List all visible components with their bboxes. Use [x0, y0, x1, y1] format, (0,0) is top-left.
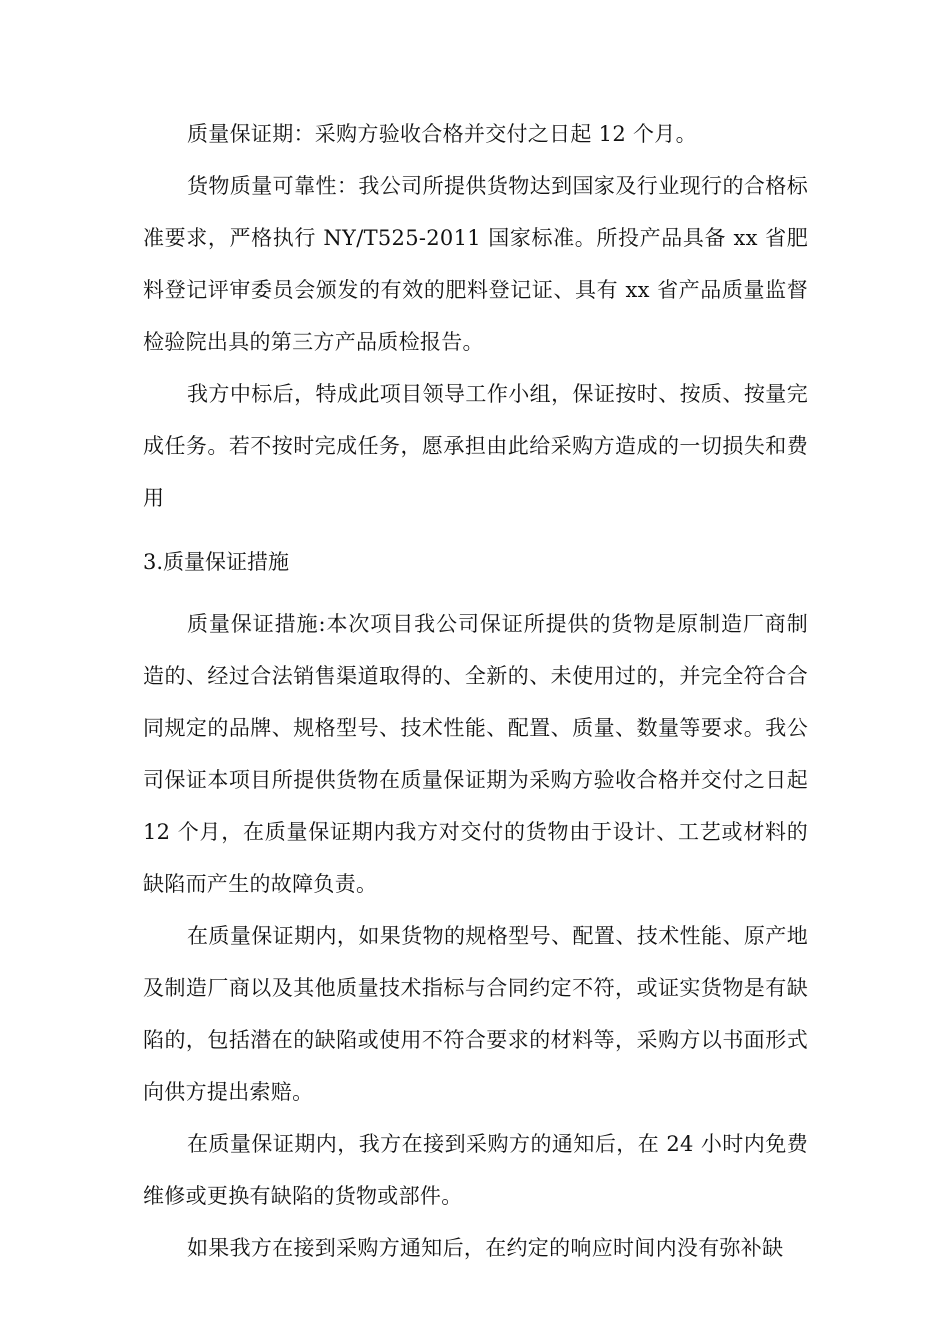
paragraph-repair: 在质量保证期内，我方在接到采购方的通知后，在 24 小时内免费维修或更换有缺陷的货物或部件。: [143, 1132, 808, 1208]
paragraph-remedy: 如果我方在接到采购方通知后，在约定的响应时间内没有弥补缺: [187, 1236, 784, 1260]
section-heading: 3.质量保证措施: [143, 550, 290, 574]
paragraph-quality-measures: 质量保证措施:本次项目我公司保证所提供的货物是原制造厂商制造的、经过合法销售渠道取得的、全新的、未使用过的，并完全符合合同规定的品牌、规格型号、技术性能、配置、质量、数量等要求。我公司保证本项目所提供货物在质量保证期为采购方验收合格并交付之日起 12 个月，在质量保证期内我方对交付的货物由于设计、工艺或材料的缺陷而产生的故障负责。: [143, 612, 808, 896]
paragraph-warranty-period: 质量保证期：采购方验收合格并交付之日起 12 个月。: [187, 122, 697, 146]
document-body: [143, 108, 808, 1274]
paragraph-commitment: 我方中标后，特成此项目领导工作小组，保证按时、按质、按量完成任务。若不按时完成任务，愿承担由此给采购方造成的一切损失和费用: [143, 382, 808, 510]
paragraph-claims: 在质量保证期内，如果货物的规格型号、配置、技术性能、原产地及制造厂商以及其他质量技术指标与合同约定不符，或证实货物是有缺陷的，包括潜在的缺陷或使用不符合要求的材料等，采购方以书面形式向供方提出索赔。: [143, 924, 808, 1104]
paragraph-quality-reliability: 货物质量可靠性：我公司所提供货物达到国家及行业现行的合格标准要求，严格执行 NY/T525-2011 国家标准。所投产品具备 xx 省肥料登记评审委员会颁发的有效的肥料登记证、具有 xx 省产品质量监督检验院出具的第三方产品质检报告。: [143, 174, 808, 354]
